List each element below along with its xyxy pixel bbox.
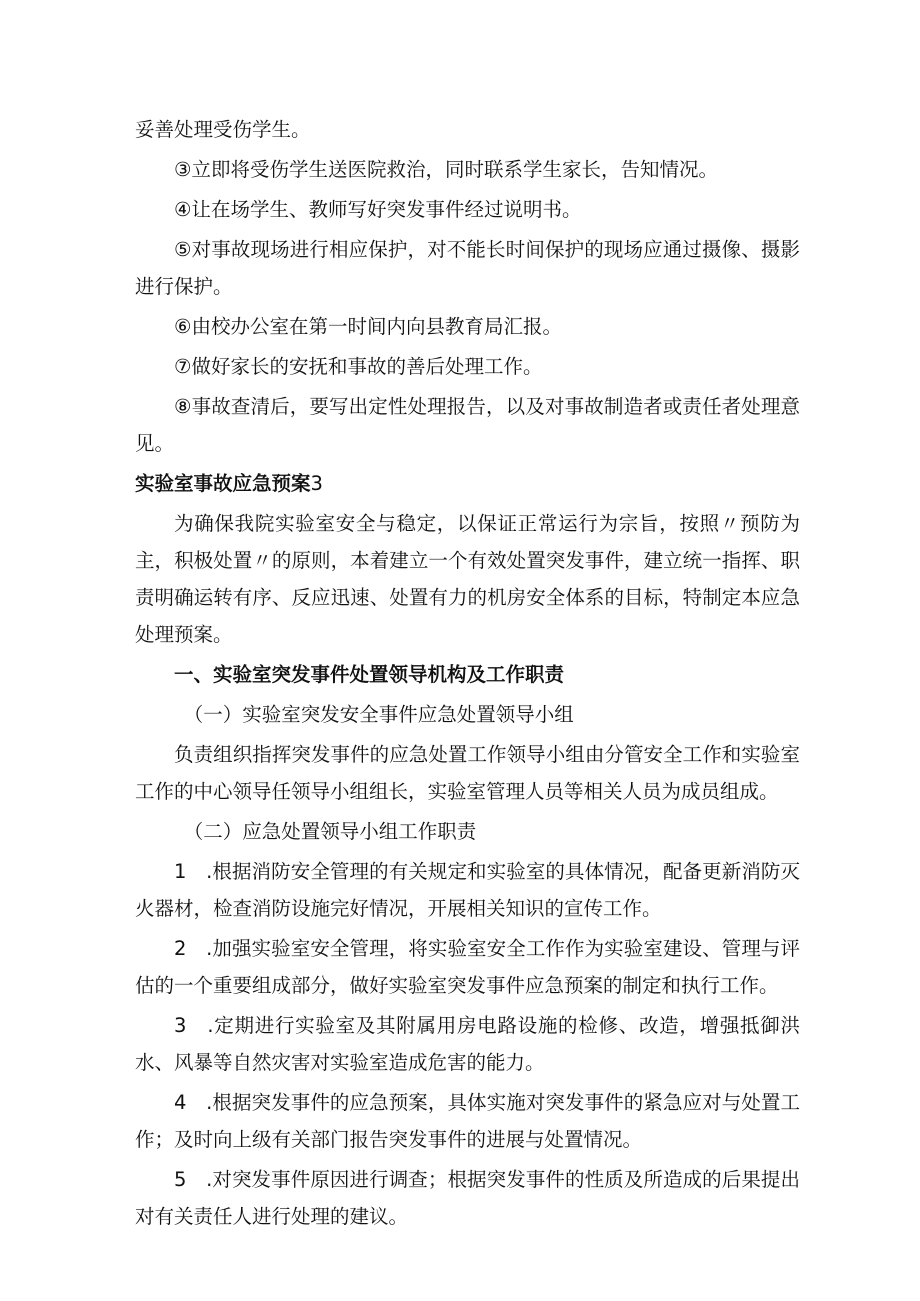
duty-item-5: 5 .对突发事件原因进行调查；根据突发事件的性质及所造成的后果提出对有关责任人进行处理的建议。 <box>135 1168 800 1228</box>
paragraph-step-5: ⑤对事故现场进行相应保护，对不能长时间保护的现场应通过摄像、摄影进行保护。 <box>135 238 800 298</box>
paragraph-step-6: ⑥由校办公室在第一时间内向县教育局汇报。 <box>174 315 562 338</box>
section-title <box>135 465 800 502</box>
section-title-number: 3 <box>310 472 323 495</box>
paragraph-step-4: ④让在场学生、教师写好突发事件经过说明书。 <box>174 198 582 221</box>
paragraph-step-8: ⑧事故查清后，要写出定性处理报告，以及对事故制造者或责任者处理意见。 <box>135 395 800 455</box>
heading-leadership-organization: 一、实验室突发事件处置领导机构及工作职责 <box>174 663 565 686</box>
subheading-leadership-group: （一）实验室突发安全事件应急处置领导小组 <box>183 703 574 726</box>
duty-item-2: 2 .加强实验室安全管理，将实验室安全工作作为实验室建设、管理与评估的一个重要组成部分，做好实验室突发事件应急预案的制定和执行工作。 <box>135 937 800 997</box>
document-body <box>135 111 800 1235</box>
paragraph-step-3: ③立即将受伤学生送医院救治，同时联系学生家长，告知情况。 <box>174 158 718 181</box>
intro-paragraph: 为确保我院实验室安全与稳定，以保证正常运行为宗旨，按照〃预防为主，积极处置〃的原则，本着建立一个有效处置突发事件，建立统一指挥、职责明确运转有序、反应迅速、处置有力的机房安全体系的目标，特制定本应急处理预案。 <box>135 512 800 646</box>
duty-item-1: 1 .根据消防安全管理的有关规定和实验室的具体情况，配备更新消防灭火器材，检查消防设施完好情况，开展相关知识的宣传工作。 <box>135 860 800 920</box>
paragraph-leadership-group: 负责组织指挥突发事件的应急处置工作领导小组由分管安全工作和实验室工作的中心领导任领导小组组长，实验室管理人员等相关人员为成员组成。 <box>135 743 800 803</box>
paragraph-continued: 妥善处理受伤学生。 <box>135 118 311 141</box>
subheading-group-duties: （二）应急处置领导小组工作职责 <box>183 820 477 843</box>
duty-item-4: 4 .根据突发事件的应急预案，具体实施对突发事件的紧急应对与处置工作；及时向上级有关部门报告突发事件的进展与处置情况。 <box>135 1091 800 1151</box>
duty-item-3: 3 .定期进行实验室及其附属用房电路设施的检修、改造，增强抵御洪水、风暴等自然灾害对实验室造成危害的能力。 <box>135 1014 800 1074</box>
paragraph-step-7: ⑦做好家长的安抚和事故的善后处理工作。 <box>174 355 543 378</box>
section-title-text: 实验室事故应急预案 <box>135 472 311 495</box>
